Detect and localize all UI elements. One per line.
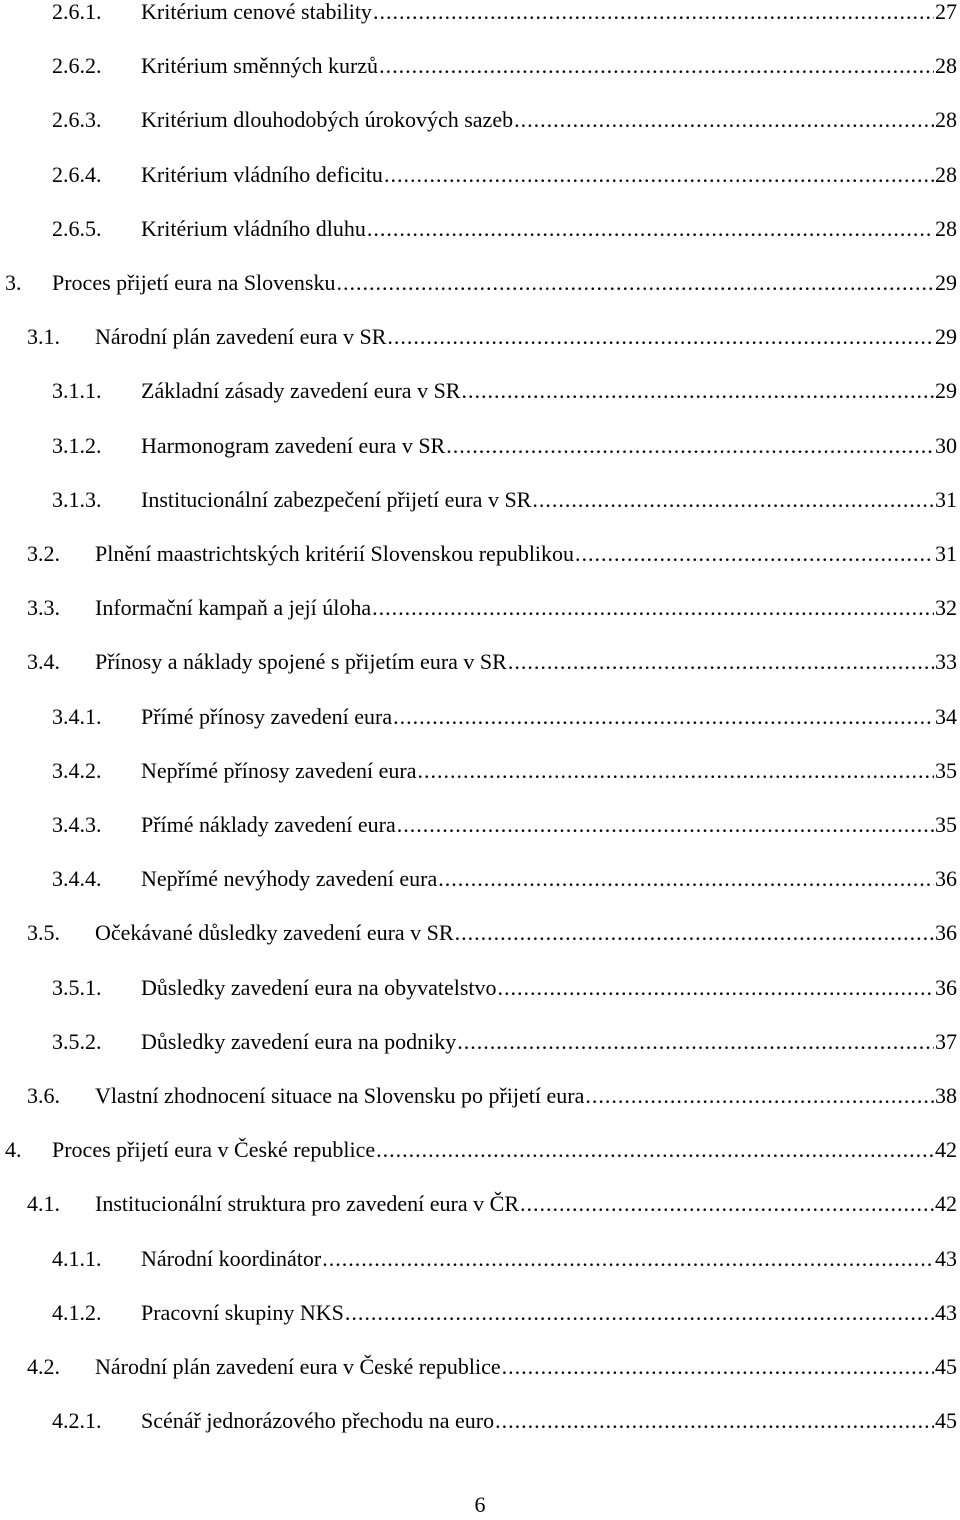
toc-entry[interactable] [52,214,957,244]
toc-entry[interactable] [52,1027,957,1057]
toc-entry-number: 4.1.2. [52,1299,102,1325]
toc-entry[interactable] [27,593,957,623]
toc-entry[interactable] [5,1135,957,1165]
toc-entry-page: 43 [935,1245,957,1271]
toc-entry-title: Přímé přínosy zavedení eura [141,703,393,729]
toc-entry-title: Harmonogram zavedení eura v SR [141,432,446,458]
toc-entry[interactable] [52,702,957,732]
toc-dot-leader [372,593,934,623]
toc-entry-page: 33 [935,649,957,675]
toc-entry[interactable] [52,810,957,840]
toc-entry-page: 45 [935,1408,957,1434]
toc-entry-page: 30 [935,432,957,458]
toc-entry[interactable] [27,539,957,569]
toc-dot-leader [508,647,934,677]
toc-dot-leader [502,1352,934,1382]
toc-entry-title: Informační kampaň a její úloha [95,595,372,621]
toc-entry-title: Důsledky zavedení eura na podniky [141,1028,457,1054]
toc-entry-number: 3.5.1. [52,974,102,1000]
toc-entry-title: Scénář jednorázového přechodu na euro [141,1408,495,1434]
toc-dot-leader [418,756,935,786]
toc-entry-title: Proces přijetí eura na Slovensku [52,270,336,295]
toc-entry-page: 36 [935,920,957,946]
toc-entry[interactable] [52,51,957,81]
toc-entry-number: 3.3. [27,595,60,621]
toc-entry[interactable] [52,485,957,515]
toc-entry-page: 45 [935,1354,957,1379]
toc-dot-leader [379,51,934,81]
toc-entry-title: Důsledky zavedení eura na obyvatelstvo [141,974,497,1000]
toc-entry-page: 35 [935,812,957,837]
toc-entry-number: 2.6.1. [52,0,102,24]
toc-dot-leader [373,0,934,27]
toc-entry-title: Národní plán zavedení eura v SR [95,324,387,350]
toc-dot-leader [337,268,935,298]
toc-entry-title: Národní koordinátor [141,1245,322,1271]
toc-entry[interactable] [27,1189,957,1219]
toc-entry-number: 2.6.2. [52,53,102,79]
toc-entry-title: Vlastní zhodnocení situace na Slovensku po přijetí eura [95,1083,585,1108]
toc-entry-number: 3.2. [27,541,60,566]
toc-entry[interactable] [27,322,957,352]
toc-entry-title: Nepřímé nevýhody zavedení eura [141,866,438,892]
toc-entry-page: 29 [935,378,957,404]
toc-entry-number: 3.6. [27,1083,60,1108]
toc-entry-number: 2.6.4. [52,161,102,187]
toc-entry-title: Základní zásady zavedení eura v SR [141,378,461,404]
toc-entry[interactable] [5,268,957,298]
toc-entry-page: 37 [935,1028,957,1054]
toc-entry-title: Kritérium dlouhodobých úrokových sazeb [141,107,514,133]
toc-entry-number: 4.1.1. [52,1245,102,1271]
toc-entry-number: 2.6.3. [52,107,102,133]
toc-entry-number: 4. [5,1137,22,1163]
toc-dot-leader [322,1244,934,1274]
toc-entry-number: 3.1.3. [52,486,102,512]
toc-entry-number: 4.2.1. [52,1408,102,1434]
toc-entry[interactable] [27,647,957,677]
toc-entry-page: 29 [935,324,957,350]
toc-dot-leader [514,105,934,135]
toc-entry-title: Přímé náklady zavedení eura [141,812,396,837]
toc-dot-leader [575,539,934,569]
toc-entry-page: 42 [935,1137,957,1163]
toc-dot-leader [498,973,934,1003]
toc-entry-page: 28 [935,215,957,241]
toc-entry-number: 3.4.2. [52,757,102,783]
toc-entry-page: 28 [935,53,957,79]
toc-entry-number: 3.1.1. [52,378,102,404]
toc-dot-leader [457,1027,934,1057]
toc-entry-page: 36 [935,974,957,1000]
toc-entry-page: 27 [935,0,957,24]
toc-entry-title: Nepřímé přínosy zavedení eura [141,757,417,783]
toc-entry-number: 3.5.2. [52,1028,102,1054]
toc-entry-title: Institucionální struktura pro zavedení eura v ČR [95,1191,519,1217]
toc-entry[interactable] [52,1406,957,1436]
toc-dot-leader [384,160,934,190]
toc-dot-leader [367,214,934,244]
toc-entry[interactable] [52,1244,957,1274]
toc-dot-leader [376,1135,934,1165]
toc-entry-page: 34 [935,703,957,729]
toc-entry-number: 3.4.1. [52,703,102,729]
toc-dot-leader [393,702,934,732]
toc-entry[interactable] [52,864,957,894]
toc-dot-leader [387,322,934,352]
toc-entry-number: 3.4. [27,649,60,675]
toc-entry-title: Kritérium cenové stability [141,0,372,24]
toc-dot-leader [585,1081,934,1111]
toc-entry-title: Plnění maastrichtských kritérií Slovenskou republikou [95,541,575,566]
toc-entry-page: 36 [935,866,957,892]
toc-dot-leader [345,1298,934,1328]
toc-entry-number: 3.4.4. [52,866,102,892]
toc-dot-leader [532,485,934,515]
toc-entry[interactable] [27,1081,957,1111]
toc-entry-page: 42 [935,1191,957,1217]
toc-entry-title: Kritérium směnných kurzů [141,53,379,79]
toc-dot-leader [397,810,934,840]
page-number: 6 [474,1492,486,1517]
toc-entry-page: 31 [935,541,957,566]
toc-entry-number: 3.5. [27,920,60,946]
toc-entry[interactable] [52,756,957,786]
toc-entry-page: 28 [935,161,957,187]
toc-entry-title: Pracovní skupiny NKS [141,1299,344,1325]
toc-entry-page: 43 [935,1299,957,1325]
toc-entry-number: 3.1. [27,324,60,350]
toc-entry-title: Přínosy a náklady spojené s přijetím eura v SR [95,649,507,675]
toc-entry[interactable] [27,918,957,948]
toc-entry-title: Očekávané důsledky zavedení eura v SR [95,920,454,946]
toc-dot-leader [455,918,934,948]
toc-entry[interactable] [52,431,957,461]
toc-dot-leader [520,1189,934,1219]
toc-dot-leader [495,1406,934,1436]
toc-entry-number: 3.4.3. [52,812,102,837]
toc-entry-number: 4.1. [27,1191,60,1217]
toc-entry-title: Institucionální zabezpečení přijetí eura v SR [141,486,532,512]
toc-entry-title: Kritérium vládního deficitu [141,161,383,187]
toc-entry-page: 28 [935,107,957,133]
toc-entry-title: Kritérium vládního dluhu [141,215,366,241]
toc-entry[interactable] [52,376,957,406]
toc-dot-leader [461,376,934,406]
toc-entry-title: Proces přijetí eura v České republice [52,1137,376,1163]
toc-dot-leader [438,864,934,894]
toc-entry-number: 3.1.2. [52,432,102,458]
toc-entry[interactable] [52,160,957,190]
toc-entry[interactable] [52,105,957,135]
toc-entry-title: Národní plán zavedení eura v České republice [95,1354,501,1379]
toc-entry-number: 2.6.5. [52,215,102,241]
toc-entry-page: 35 [935,757,957,783]
toc-entry-page: 31 [935,486,957,512]
toc-dot-leader [446,431,934,461]
toc-entry-page: 32 [935,595,957,621]
toc-entry-number: 3. [5,270,22,295]
toc-entry-page: 38 [935,1083,957,1108]
toc-entry[interactable] [27,1352,957,1382]
toc-entry[interactable] [52,973,957,1003]
toc-entry-number: 4.2. [27,1354,60,1379]
toc-entry-page: 29 [935,270,957,295]
toc-entry[interactable] [52,0,957,27]
toc-entry[interactable] [52,1298,957,1328]
